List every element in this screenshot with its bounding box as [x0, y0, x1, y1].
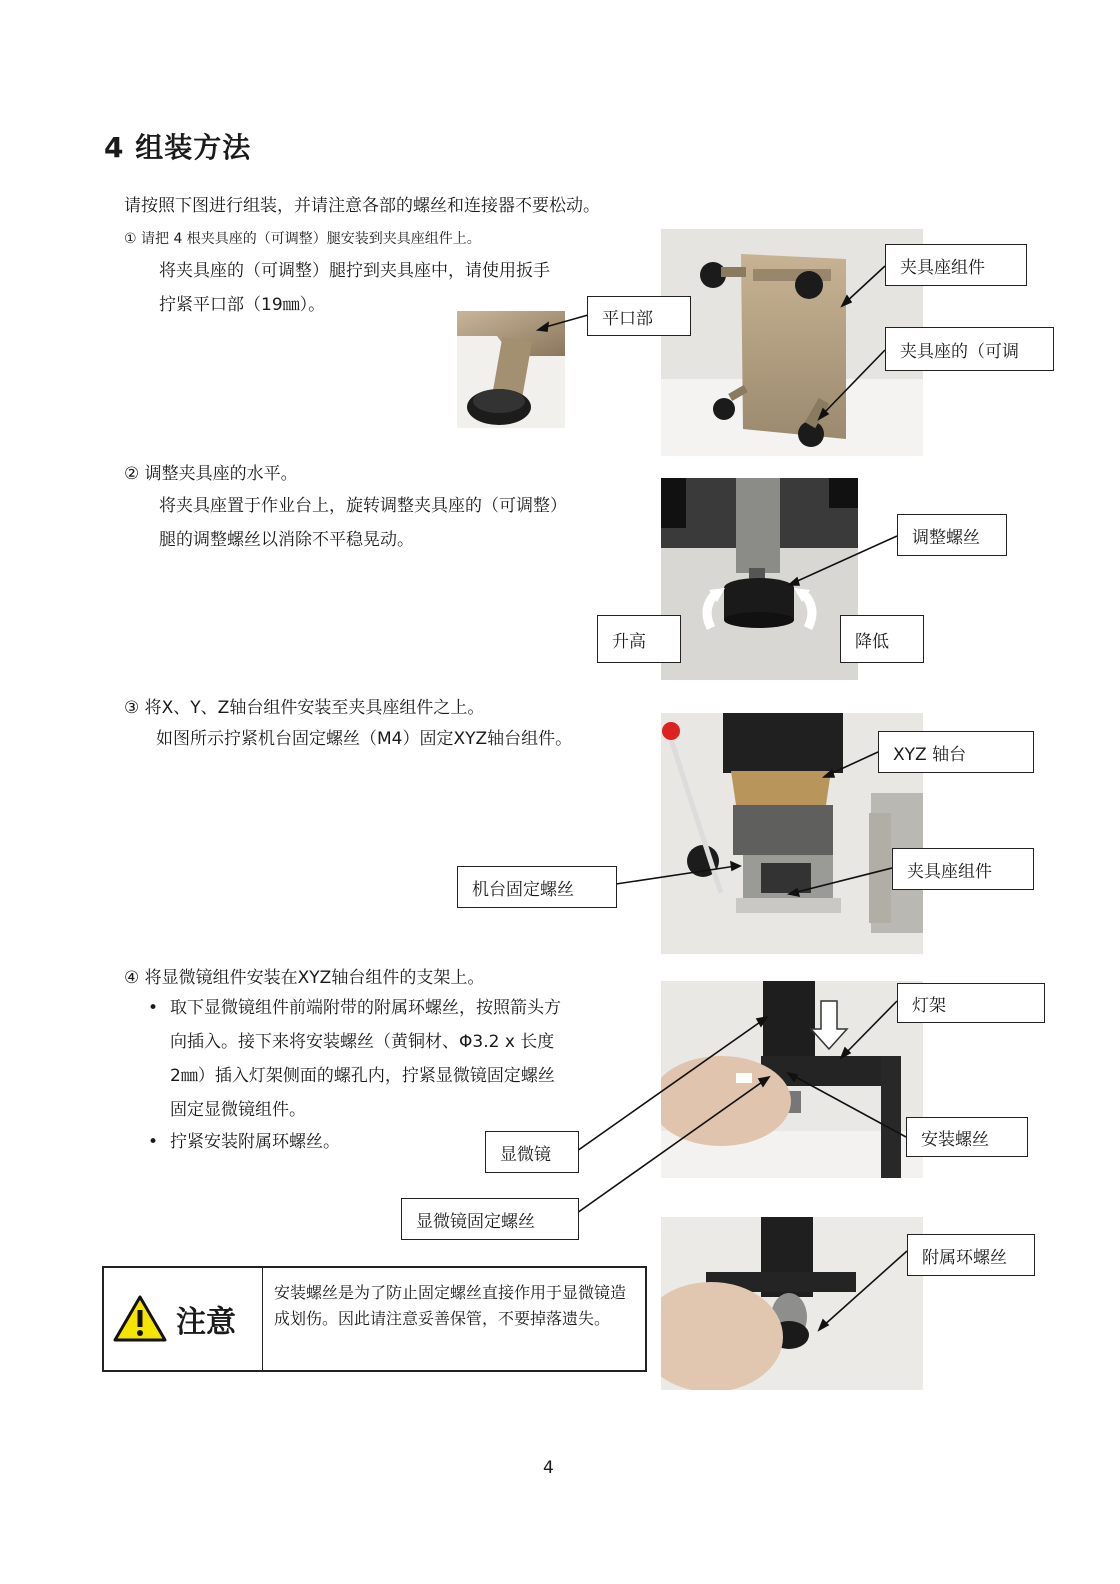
- step-3-line: 如图所示拧紧机台固定螺丝（M4）固定XYZ轴台组件。: [156, 729, 573, 749]
- callout-ring-screw: 附属环螺丝: [907, 1234, 1035, 1276]
- callout-microscope-fixing-screw: 显微镜固定螺丝: [401, 1198, 579, 1240]
- caution-title: 注意: [176, 1305, 236, 1340]
- ring-screw-photo: [661, 1217, 923, 1390]
- step-4-line: 向插入。接下来将安装螺丝（黄铜材、Φ3.2 x 长度: [170, 1032, 555, 1052]
- ring-screw-illustration: [661, 1217, 923, 1390]
- step-4-bullet-1: [170, 991, 561, 1127]
- callout-flat-part: 平口部: [587, 296, 691, 336]
- callout-base-fixing-screw: 机台固定螺丝: [457, 866, 617, 908]
- callout-raise: 升高: [597, 615, 681, 663]
- step-4-bullet-2: [170, 1125, 340, 1159]
- leveling-screw-illustration: [661, 478, 858, 680]
- step-2-heading: ② 调整夹具座的水平。: [124, 464, 298, 484]
- step-1-heading: ① 请把 4 根夹具座的（可调整）腿安装到夹具座组件上。: [124, 231, 481, 247]
- callout-xyz-stage: XYZ 轴台: [878, 731, 1034, 773]
- intro-text: 请按照下图进行组装，并请注意各部的螺丝和连接器不要松动。: [124, 196, 600, 216]
- bullet-dot: •: [148, 1132, 159, 1152]
- page-number: 4: [543, 1458, 554, 1478]
- callout-lower: 降低: [840, 615, 924, 663]
- step-4-heading: ④ 将显微镜组件安装在XYZ轴台组件的支架上。: [124, 968, 485, 988]
- step-4-line: 2㎜）插入灯架侧面的螺孔内，拧紧显微镜固定螺丝: [170, 1066, 555, 1086]
- microscope-mount-illustration: [661, 981, 923, 1178]
- fixture-base-illustration: [661, 229, 923, 456]
- callout-mounting-screw: 安装螺丝: [906, 1117, 1028, 1157]
- step-3-heading: ③ 将X、Y、Z轴台组件安装至夹具座组件之上。: [124, 698, 485, 718]
- callout-adjust-screw: 调整螺丝: [897, 514, 1007, 556]
- caution-box: [102, 1266, 647, 1372]
- callout-microscope: 显微镜: [485, 1131, 579, 1173]
- leg-closeup-photo: [457, 311, 565, 428]
- page-title: 4 组装方法: [104, 131, 252, 164]
- step-2-line: 将夹具座置于作业台上，旋转调整夹具座的（可调整）: [159, 496, 567, 516]
- caution-text: 安装螺丝是为了防止固定螺丝直接作用于显微镜造成划伤。因此请注意妥善保管，不要掉落遗失。: [274, 1283, 627, 1328]
- warning-icon: [112, 1294, 168, 1344]
- callout-fixture-base-assembly: 夹具座组件: [885, 244, 1027, 286]
- step-4-line: 拧紧安装附属环螺丝。: [170, 1132, 340, 1152]
- step-4-line: 固定显微镜组件。: [170, 1100, 306, 1120]
- bullet-dot: •: [148, 998, 159, 1018]
- callout-lamp-holder: 灯架: [897, 983, 1045, 1023]
- microscope-mount-photo: [661, 981, 923, 1178]
- step-4-line: 取下显微镜组件前端附带的附属环螺丝，按照箭头方: [170, 998, 561, 1018]
- step-2-text: [159, 489, 567, 557]
- caution-header: [104, 1268, 263, 1370]
- callout-fixture-base-assembly-2: 夹具座组件: [892, 848, 1034, 890]
- callout-adjustable-leg: 夹具座的（可调: [885, 327, 1054, 371]
- leg-closeup-illustration: [457, 311, 565, 428]
- fixture-base-photo: [661, 229, 923, 456]
- step-2-line: 腿的调整螺丝以消除不平稳晃动。: [159, 530, 414, 550]
- step-1-line: 将夹具座的（可调整）腿拧到夹具座中，请使用扳手: [159, 261, 550, 281]
- step-1-line: 拧紧平口部（19㎜）。: [159, 295, 326, 315]
- leveling-screw-photo: [661, 478, 858, 680]
- step-3-text: [156, 722, 572, 756]
